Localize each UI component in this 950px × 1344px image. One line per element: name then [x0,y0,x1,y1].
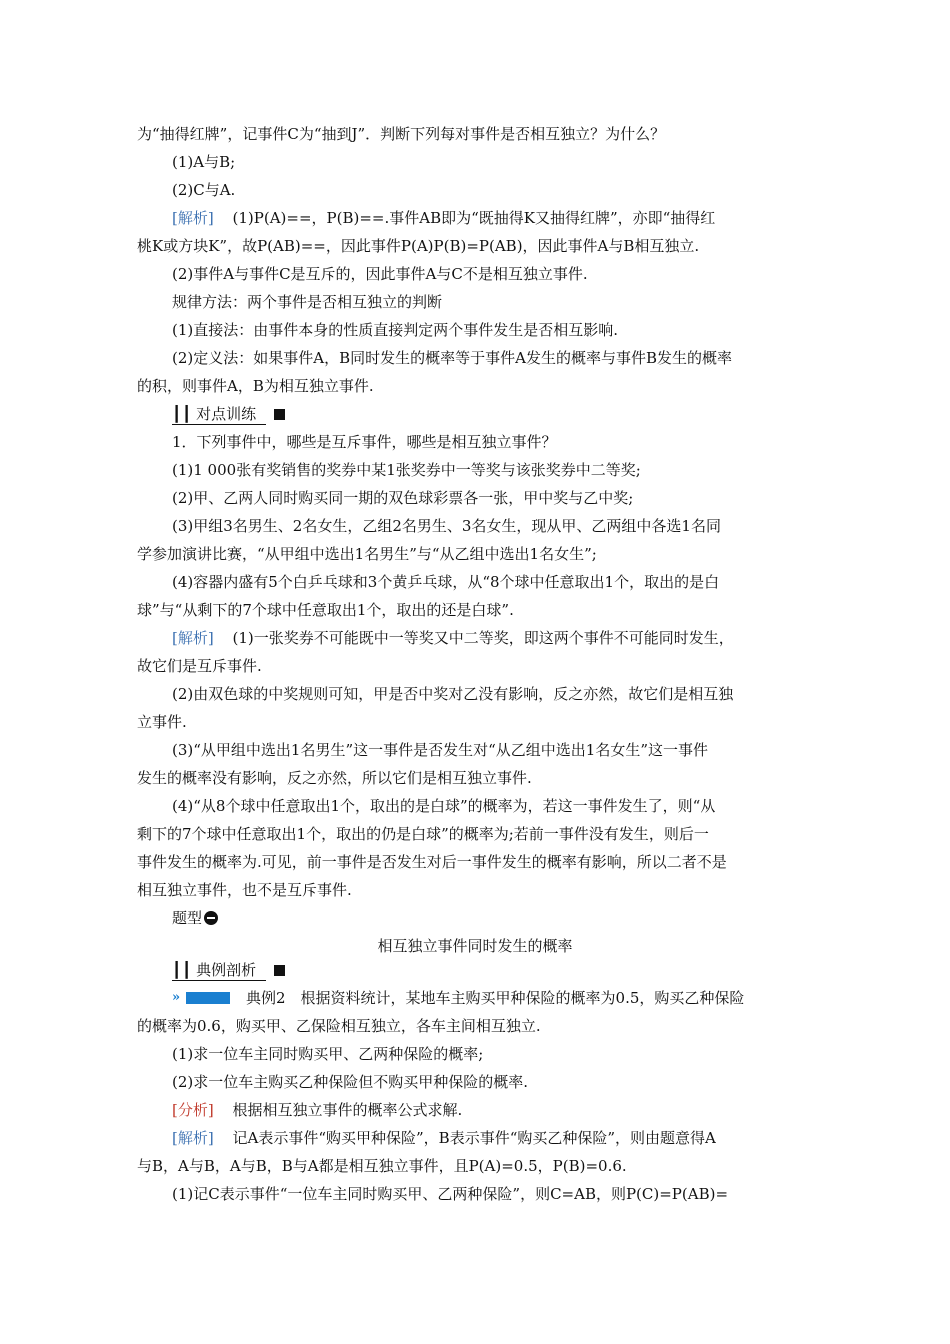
square-icon [274,965,285,976]
question-type-label [172,908,852,928]
text-line: 1．下列事件中，哪些是互斥事件，哪些是相互独立事件？ [172,433,557,451]
text-line: 球”与“从剩下的7个球中任意取出1个，取出的还是白球”. [137,601,514,619]
text-line: (4)“从8个球中任意取出1个，取出的是白球”的概率为，若这一事件发生了，则“从 [172,797,716,815]
text-line: (2)求一位车主购买乙种保险但不购买甲种保险的概率. [172,1073,529,1091]
square-icon [274,409,285,420]
header-bars: ┃┃ [172,961,193,979]
analysis-tag: [解析] [172,209,214,227]
text-line: (2)事件A与事件C是互斥的，因此事件A与C不是相互独立事件. [172,265,588,283]
text-line: 与B，A与B，A与B，B与A都是相互独立事件，且P(A)=0.5，P(B)=0.6. [137,1157,627,1175]
text-line [172,208,852,228]
text-line: 故它们是互斥事件. [137,657,262,675]
text-line: 事件发生的概率为.可见，前一事件是否发生对后一事件发生的概率有影响，所以二者不是 [137,853,727,871]
text-span: 题型 [172,909,203,927]
text-line: 学参加演讲比赛，“从甲组中选出1名男生”与“从乙组中选出1名女生”; [137,545,597,563]
analysis-tag: [解析] [172,1129,214,1147]
text-line: (1)求一位车主同时购买甲、乙两种保险的概率; [172,1045,484,1063]
text-line: 立事件. [137,713,187,731]
text-line [172,1100,852,1120]
section-header-example [172,960,285,980]
circled-number-icon [204,911,218,925]
text-line: 剩下的7个球中任意取出1个，取出的仍是白球”的概率为;若前一事件没有发生，则后一 [137,825,709,843]
text-line: (1)1 000张有奖销售的奖券中某1张奖券中一等奖与该张奖券中二等奖; [172,461,641,479]
text-line [172,628,852,648]
text-line: (2)C与A. [172,181,236,199]
header-bars: ┃┃ [172,405,193,423]
text-line: 规律方法：两个事件是否相互独立的判断 [172,293,443,311]
text-span: 记A表示事件“购买甲种保险”，B表示事件“购买乙种保险”，则由题意得A [232,1129,716,1147]
text-line: (2)定义法：如果事件A，B同时发生的概率等于事件A发生的概率与事件B发生的概率 [172,349,732,367]
header-label: 对点训练 [196,405,257,423]
text-line: (3)甲组3名男生、2名女生，乙组2名男生、3名女生，现从甲、乙两组中各选1名同 [172,517,721,535]
text-line: (4)容器内盛有5个白乒乓球和3个黄乒乓球，从“8个球中任意取出1个，取出的是白 [172,573,720,591]
text-span: 根据相互独立事件的概率公式求解. [232,1101,463,1119]
analysis-tag: [解析] [172,629,214,647]
text-line: 的积，则事件A，B为相互独立事件. [137,377,374,395]
text-line: (1)A与B; [172,153,236,171]
text-line: 的概率为0.6，购买甲、乙保险相互独立，各车主间相互独立. [137,1017,541,1035]
text-line [172,1128,852,1148]
section-title: 相互独立事件同时发生的概率 [377,937,573,955]
text-line: 发生的概率没有影响，反之亦然，所以它们是相互独立事件. [137,769,532,787]
text-line: (1)记C表示事件“一位车主同时购买甲、乙两种保险”，则C=AB，则P(C)=P(AB)= [172,1185,729,1203]
text-line: (3)“从甲组中选出1名男生”这一事件是否发生对“从乙组中选出1名女生”这一事件 [172,741,709,759]
section-header-practice [172,404,285,424]
text-line: 典例2 根据资料统计，某地车主购买甲种保险的概率为0.5，购买乙种保险 [246,989,745,1007]
text-line: (1)直接法：由事件本身的性质直接判定两个事件发生是否相互影响. [172,321,619,339]
analysis-tag-red: [分析] [172,1101,214,1119]
text-line: (2)由双色球的中奖规则可知，甲是否中奖对乙没有影响，反之亦然，故它们是相互独 [172,685,734,703]
text-span: (1)一张奖券不可能既中一等奖又中二等奖，即这两个事件不可能同时发生， [232,629,734,647]
example-badge-icon: » [172,990,230,1006]
header-label: 典例剖析 [196,961,257,979]
text-line: 相互独立事件，也不是互斥事件. [137,881,352,899]
text-line: 为“抽得红牌”，记事件C为“抽到J”．判断下列每对事件是否相互独立？为什么？ [137,125,666,143]
text-line: (2)甲、乙两人同时购买同一期的双色球彩票各一张，甲中奖与乙中奖; [172,489,634,507]
text-span: (1)P(A)==，P(B)==.事件AB即为“既抽得K又抽得红牌”，亦即“抽得红 [232,209,716,227]
text-line: 桃K或方块K”，故P(AB)==，因此事件P(A)P(B)=P(AB)，因此事件A与B相互独立. [137,237,700,255]
